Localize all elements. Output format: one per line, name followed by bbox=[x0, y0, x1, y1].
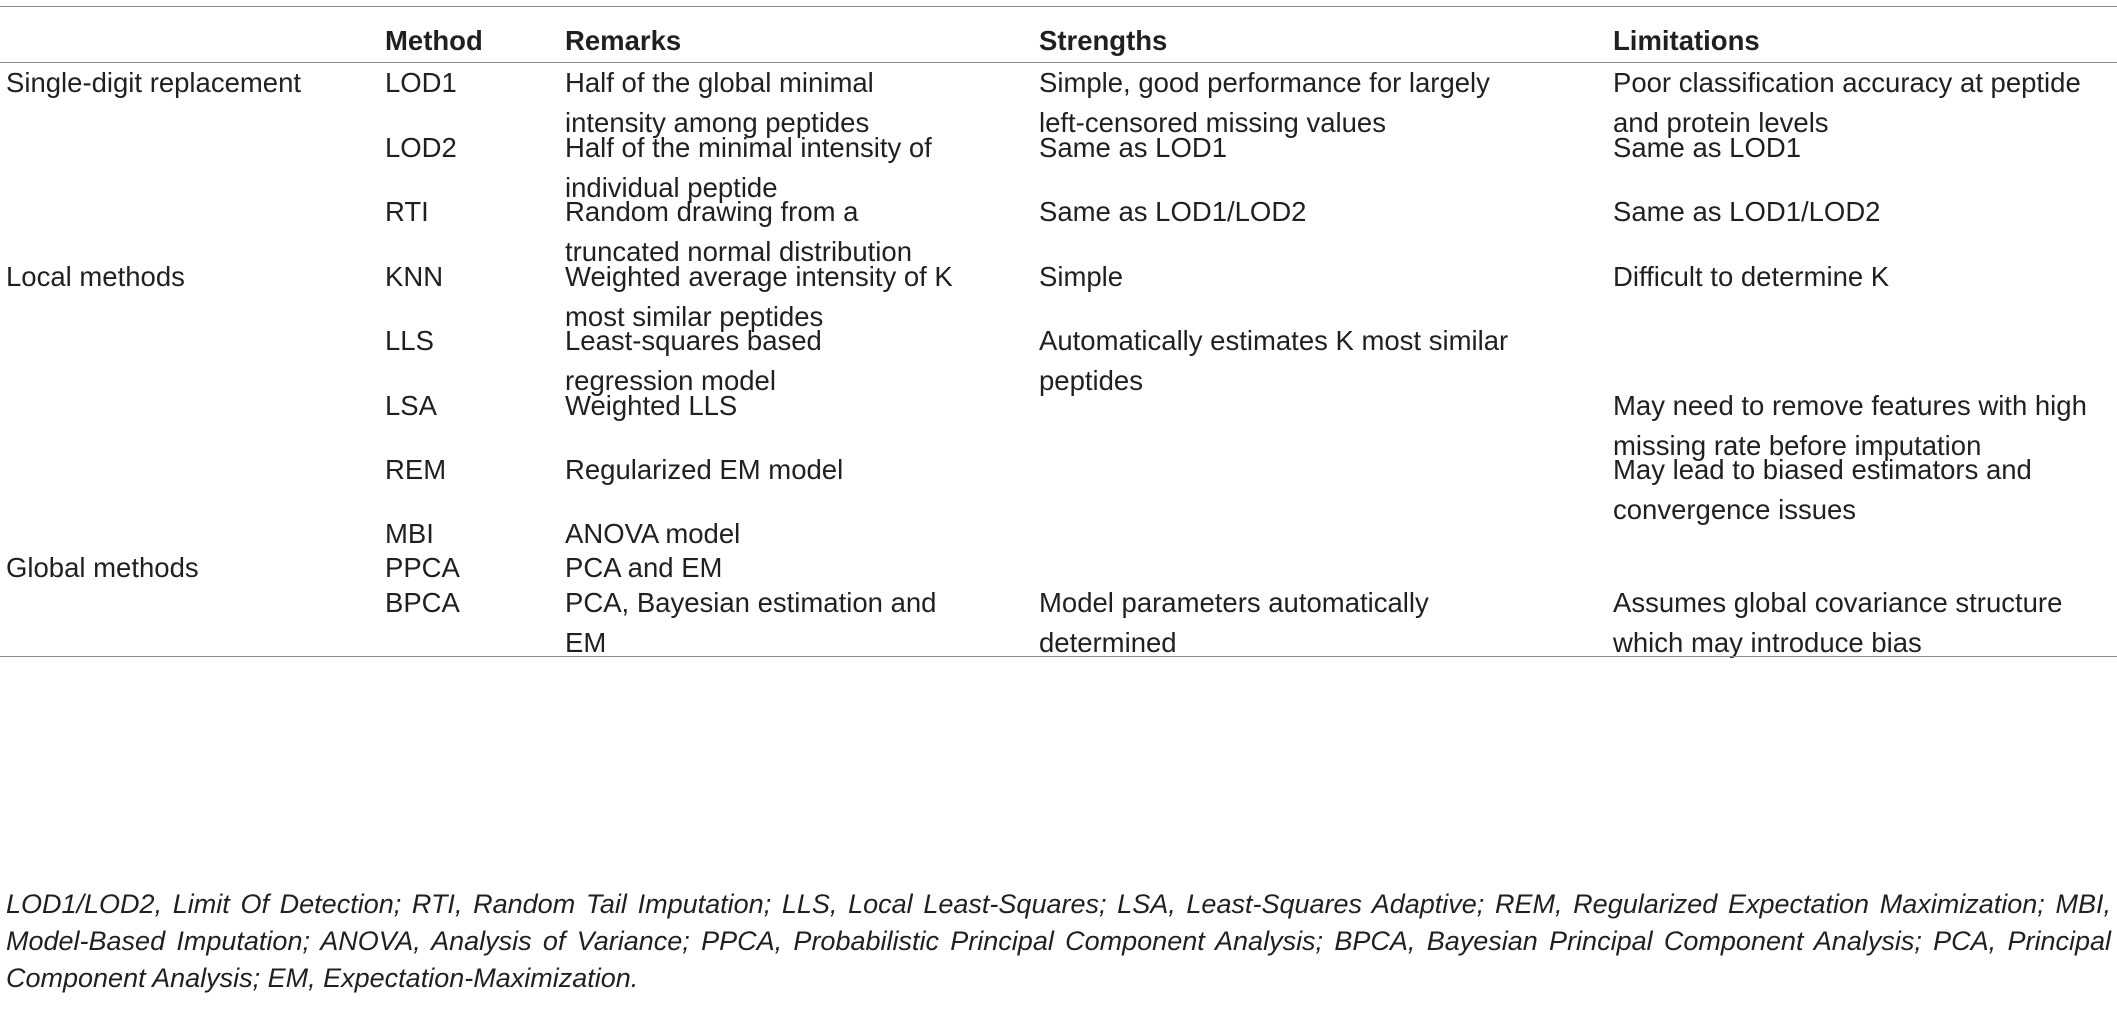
method-cell: RTI bbox=[385, 196, 429, 227]
category-cell: Local methods bbox=[6, 261, 185, 292]
remarks-cell: ANOVA model bbox=[565, 518, 741, 549]
remarks-cell: Regularized EM model bbox=[565, 454, 844, 485]
remarks-cell: Weighted LLS bbox=[565, 390, 738, 421]
remarks-cell: Weighted average intensity of K most similar peptides bbox=[565, 261, 953, 332]
remarks-cell: Least-squares based regression model bbox=[565, 325, 822, 396]
header-method: Method bbox=[385, 25, 483, 56]
header-remarks: Remarks bbox=[565, 25, 682, 56]
method-cell: KNN bbox=[385, 261, 444, 292]
strengths-cell: Same as LOD1 bbox=[1039, 132, 1228, 163]
method-cell: LSA bbox=[385, 390, 437, 421]
method-cell: LOD2 bbox=[385, 132, 457, 163]
limitations-cell: Poor classification accuracy at peptide and protein levels bbox=[1613, 67, 2081, 138]
limitations-cell: Same as LOD1 bbox=[1613, 132, 1802, 163]
table-top-rule bbox=[0, 6, 2117, 7]
remarks-cell: Half of the global minimal intensity among peptides bbox=[565, 67, 874, 138]
remarks-cell: Random drawing from a truncated normal distribution bbox=[565, 196, 912, 267]
strengths-cell: Model parameters automatically determined bbox=[1039, 587, 1429, 658]
remarks-cell: Half of the minimal intensity of individual peptide bbox=[565, 132, 932, 203]
strengths-cell: Automatically estimates K most similar peptides bbox=[1039, 325, 1509, 396]
method-cell: MBI bbox=[385, 518, 434, 549]
category-cell: Global methods bbox=[6, 552, 199, 583]
header-strengths: Strengths bbox=[1039, 25, 1168, 56]
limitations-cell: May lead to biased estimators and convergence issues bbox=[1613, 454, 2032, 525]
method-cell: REM bbox=[385, 454, 447, 485]
limitations-cell: Assumes global covariance structure which may introduce bias bbox=[1613, 587, 2063, 658]
method-cell: LOD1 bbox=[385, 67, 457, 98]
remarks-cell: PCA, Bayesian estimation and EM bbox=[565, 587, 937, 658]
table-bottom-rule bbox=[0, 656, 2117, 657]
category-cell: Single-digit replacement bbox=[6, 67, 302, 98]
limitations-cell: Same as LOD1/LOD2 bbox=[1613, 196, 1881, 227]
method-cell: PPCA bbox=[385, 552, 460, 583]
method-cell: BPCA bbox=[385, 587, 460, 618]
limitations-cell: May need to remove features with high missing rate before imputation bbox=[1613, 390, 2087, 461]
header-limitations: Limitations bbox=[1613, 25, 1760, 56]
table-footnote: LOD1/LOD2, Limit Of Detection; RTI, Random Tail Imputation; LLS, Local Least-Squares; LSA, Least-Squares Adaptive; REM, Regularized Expectation Maximization; MBI, Model-Based Imputation; ANOVA, Analysis of Variance; PPCA, Probabilistic Principal Component Analysis; BPCA, Bayesian Principal Component Analysis; PCA, Principal Component Analysis; EM, Expectation-Maximization. bbox=[6, 889, 2111, 993]
strengths-cell: Simple bbox=[1039, 261, 1124, 292]
strengths-cell: Simple, good performance for largely left-censored missing values bbox=[1039, 67, 1490, 138]
remarks-cell: PCA and EM bbox=[565, 552, 723, 583]
limitations-cell: Difficult to determine K bbox=[1613, 261, 1890, 292]
method-cell: LLS bbox=[385, 325, 434, 356]
strengths-cell: Same as LOD1/LOD2 bbox=[1039, 196, 1307, 227]
